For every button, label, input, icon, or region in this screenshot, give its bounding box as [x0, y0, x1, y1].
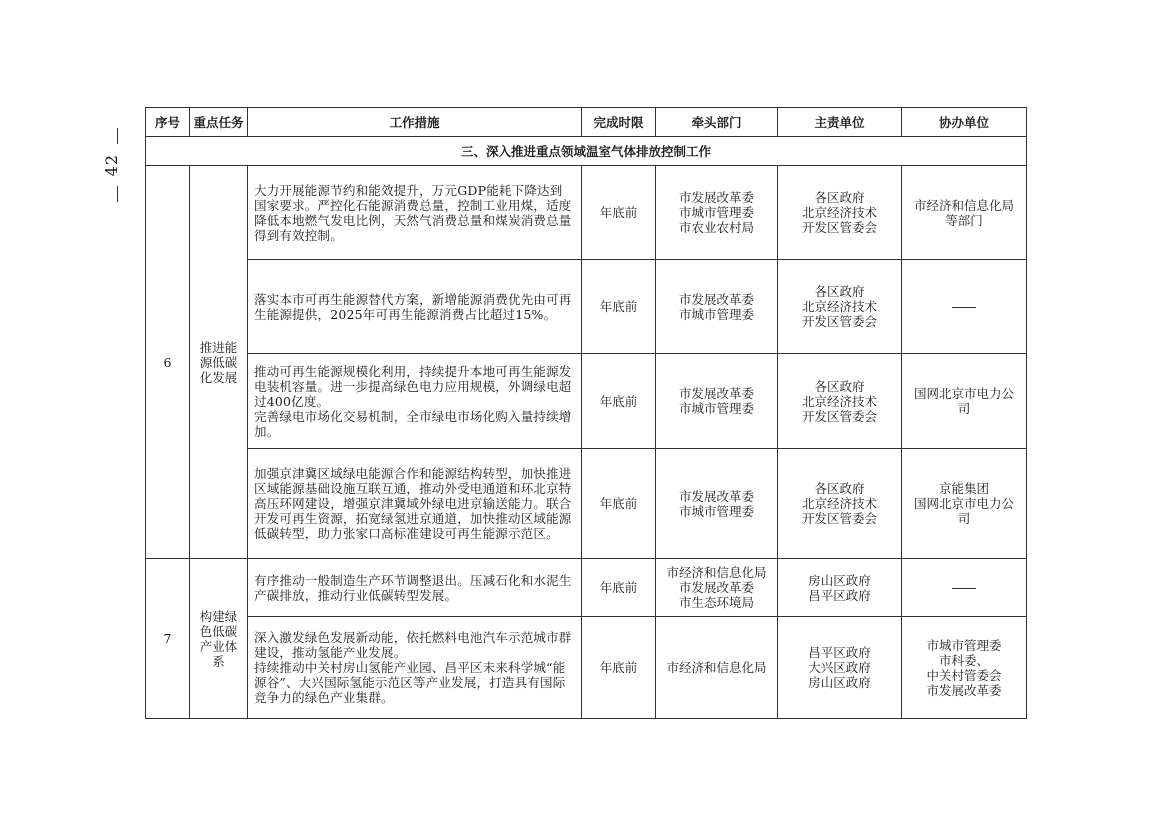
responsible-cell: 各区政府 北京经济技术 开发区管委会	[778, 449, 902, 559]
lead-cell: 市经济和信息化局	[656, 617, 778, 719]
table-row	[146, 449, 1027, 559]
page-number-value: 42	[102, 154, 121, 177]
page-number	[104, 128, 130, 202]
header-assist: 协办单位	[902, 108, 1027, 137]
responsible-cell: 各区政府 北京经济技术 开发区管委会	[778, 166, 902, 260]
assist-cell: 京能集团 国网北京市电力公司	[902, 449, 1027, 559]
responsible-cell: 各区政府 北京经济技术 开发区管委会	[778, 354, 902, 449]
table-row	[146, 260, 1027, 354]
header-lead: 牵头部门	[656, 108, 778, 137]
deadline-cell: 年底前	[582, 617, 656, 719]
empty-dash	[952, 588, 976, 589]
lead-cell: 市发展改革委 市城市管理委	[656, 260, 778, 354]
responsible-cell: 各区政府 北京经济技术 开发区管委会	[778, 260, 902, 354]
task-table	[145, 107, 1027, 719]
page-number-dash-bottom	[117, 186, 118, 202]
task-cell: 构建绿色低碳产业体系	[190, 559, 248, 719]
page-number-dash-top	[117, 128, 118, 144]
seq-cell: 7	[146, 559, 190, 719]
section-row	[146, 137, 1027, 166]
lead-cell: 市发展改革委 市城市管理委	[656, 449, 778, 559]
deadline-cell: 年底前	[582, 260, 656, 354]
deadline-cell: 年底前	[582, 354, 656, 449]
task-cell: 推进能源低碳化发展	[190, 166, 248, 559]
deadline-cell: 年底前	[582, 166, 656, 260]
assist-cell: 市城市管理委 市科委、 中关村管委会 市发展改革委	[902, 617, 1027, 719]
section-title: 三、深入推进重点领域温室气体排放控制工作	[146, 137, 1027, 166]
table-row	[146, 559, 1027, 617]
lead-cell: 市经济和信息化局 市发展改革委 市生态环境局	[656, 559, 778, 617]
measure-cell: 深入激发绿色发展新动能，依托燃料电池汽车示范城市群建设，推动氢能产业发展。 持续推动中关村房山氢能产业园、昌平区未来科学城“能源谷”、大兴国际氢能示范区等产业发展，打造具有国际竞争力的绿色产业集群。	[248, 617, 582, 719]
assist-cell-empty	[902, 260, 1027, 354]
responsible-cell: 房山区政府 昌平区政府	[778, 559, 902, 617]
header-responsible: 主责单位	[778, 108, 902, 137]
measure-cell: 推动可再生能源规模化利用，持续提升本地可再生能源发电装机容量。进一步提高绿色电力应用规模，外调绿电超过400亿度。 完善绿电市场化交易机制，全市绿电市场化购入量持续增加。	[248, 354, 582, 449]
table-row	[146, 617, 1027, 719]
lead-cell: 市发展改革委 市城市管理委	[656, 354, 778, 449]
responsible-cell: 昌平区政府 大兴区政府 房山区政府	[778, 617, 902, 719]
measure-cell: 大力开展能源节约和能效提升，万元GDP能耗下降达到国家要求。严控化石能源消费总量，控制工业用煤，适度降低本地燃气发电比例，天然气消费总量和煤炭消费总量得到有效控制。	[248, 166, 582, 260]
deadline-cell: 年底前	[582, 559, 656, 617]
table-row	[146, 166, 1027, 260]
lead-cell: 市发展改革委 市城市管理委 市农业农村局	[656, 166, 778, 260]
table-header-row	[146, 108, 1027, 137]
measure-cell: 落实本市可再生能源替代方案，新增能源消费优先由可再生能源提供，2025年可再生能源消费占比超过15%。	[248, 260, 582, 354]
header-task: 重点任务	[190, 108, 248, 137]
measure-cell: 有序推动一般制造生产环节调整退出。压减石化和水泥生产碳排放，推动行业低碳转型发展。	[248, 559, 582, 617]
header-deadline: 完成时限	[582, 108, 656, 137]
deadline-cell: 年底前	[582, 449, 656, 559]
assist-cell: 市经济和信息化局 等部门	[902, 166, 1027, 260]
table-row	[146, 354, 1027, 449]
assist-cell-empty	[902, 559, 1027, 617]
measure-cell: 加强京津冀区域绿电能源合作和能源结构转型，加快推进区域能源基础设施互联互通，推动外受电通道和环北京特高压环网建设，增强京津冀域外绿电进京输送能力。联合开发可再生资源，拓宽绿氢进京通道，加快推动区域能源低碳转型，助力张家口高标准建设可再生能源示范区。	[248, 449, 582, 559]
assist-cell: 国网北京市电力公司	[902, 354, 1027, 449]
header-measures: 工作措施	[248, 108, 582, 137]
empty-dash	[952, 307, 976, 308]
seq-cell: 6	[146, 166, 190, 559]
header-seq: 序号	[146, 108, 190, 137]
